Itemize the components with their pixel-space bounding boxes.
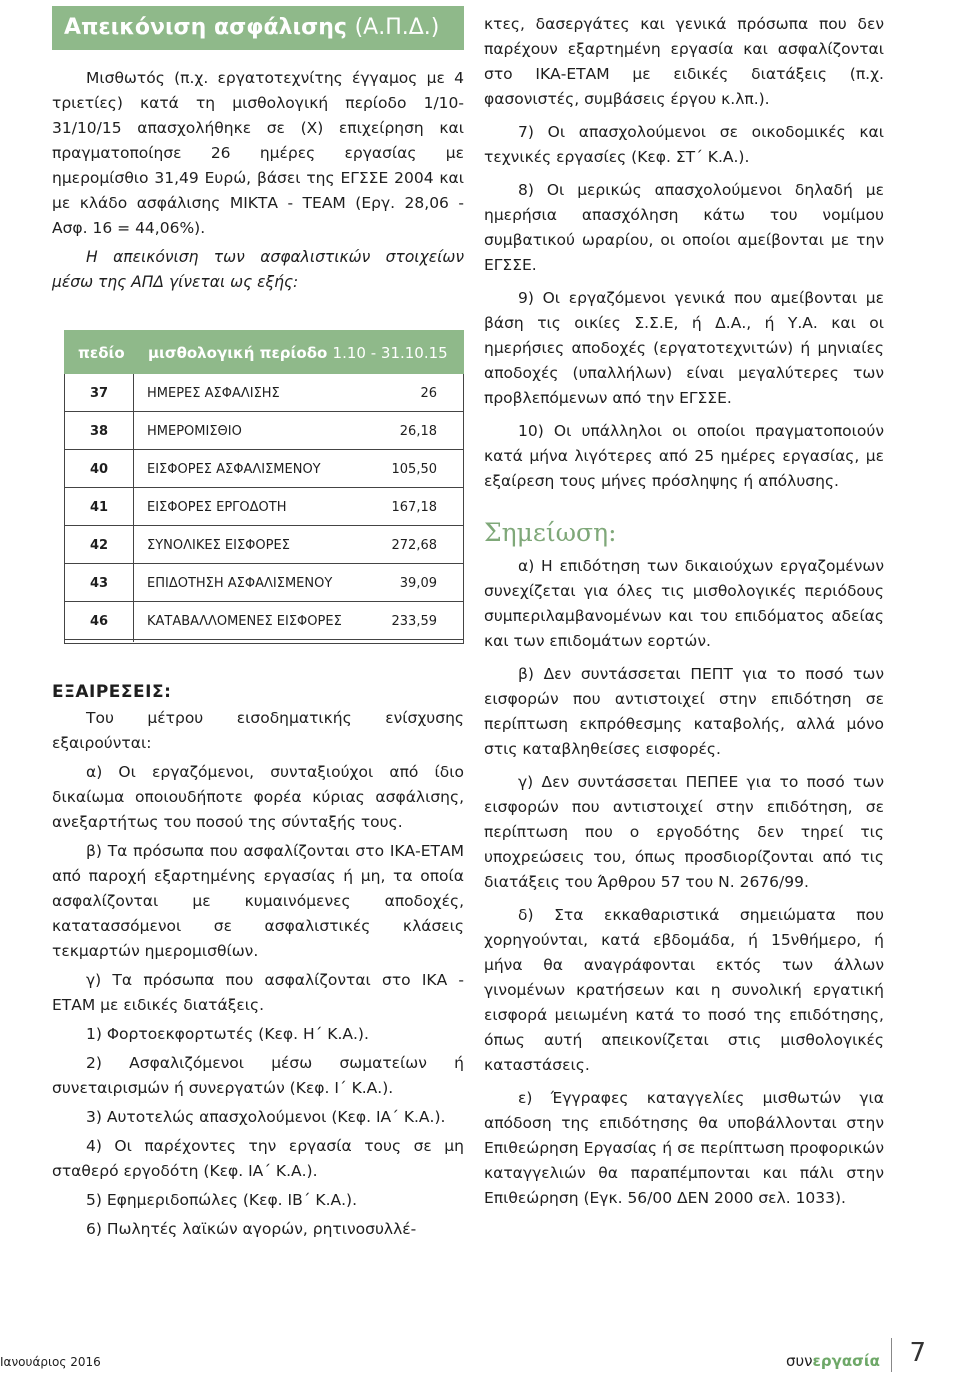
table-row [65,374,463,412]
note-b: β) Δεν συντάσσεται ΠΕΠΤ για το ποσό των εισφορών που αντιστοιχεί στην επιδότηση σε περίπτωση εκπρόθεσμης καταβολής, αλλά μόνο στις καταβληθείσες εισφορές. [484,665,884,758]
page-number-divider [891,1338,892,1372]
right-column [484,12,884,1211]
left-intro-block [52,66,464,295]
note-d: δ) Στα εκκαθαριστικά σημειώματα που χορηγούνται, κατά εβδομάδα, ή 15νθήμερο, ή μήνα θα αναγράφονται εκτός των άλλων γινομένων κρατήσεων και η συνολική εργατική εισφορά μειωμένη κατά το ποσό της επιδότησης, όπως αυτή απεικονίζεται στις μισθολογικές καταστάσεις. [484,906,884,1074]
exception-list-3: 3) Αυτοτελώς απασχολούμενοι (Κεφ. ΙΑ΄ Κ.Α.). [86,1108,446,1126]
table-row [65,564,463,602]
exception-list-7: 7) Οι απασχολούμενοι σε οικοδομικές και τεχνικές εργασίες (Κεφ. ΣΤ΄ Κ.Α.). [484,123,884,166]
exceptions-block [52,682,464,1242]
exception-list-8: 8) Οι μερικώς απασχολούμενοι δηλαδή με ημερήσια απασχόληση κάτω του νομίμου συμβατικού ωραρίου, οι οποίοι αμείβονται με την ΕΓΣΣΕ. [484,181,884,274]
note-title: Σημείωση: [484,518,617,547]
table-header-field: πεδίο [78,344,125,362]
row-value: 26 [420,386,437,401]
row-code: 40 [89,462,109,477]
italic-intro: Η απεικόνιση των ασφαλιστικών στοιχείων μέσω της ΑΠΔ γίνεται ως εξής: [52,248,464,291]
table-header [64,330,464,374]
exception-list-6: 6) Πωλητές λαϊκών αγορών, ρητινοσυλλέ- [86,1220,417,1238]
exception-list-5: 5) Εφημεριδοπώλες (Κεφ. ΙΒ΄ Κ.Α.). [86,1191,358,1209]
table-row [65,488,463,526]
page-number: 7 [909,1338,926,1368]
row-value: 233,59 [391,614,437,629]
brand-word: εργασία [812,1352,880,1370]
row-code: 42 [89,538,109,553]
row-label: ΚΑΤΑΒΑΛΛΟΜΕΝΕΣ ΕΙΣΦΟΡΕΣ [147,614,342,629]
exception-list-1: 1) Φορτοεκφορτωτές (Κεφ. Η΄ Κ.Α.). [86,1025,369,1043]
exception-list-9: 9) Οι εργαζόμενοι γενικά που αμείβονται με βάση τις οικίες Σ.Σ.Ε, ή Δ.Α., ή Υ.Α. και οι ημερήσιες αποδοχές (εργατοτεχνιτών) ή μηνιαίες αποδοχές (υπαλλήλων) είναι μεγαλύτερες των προβλεπόμενων από την ΕΓΣΣΕ. [484,289,884,407]
row-code: 38 [89,424,109,439]
brand-prefix: συν [785,1352,813,1370]
row-label: ΗΜΕΡΟΜΙΣΘΙΟ [147,424,242,439]
table-row [65,450,463,488]
table-header-period-label: μισθολογική περίοδο [148,344,328,362]
note-e: ε) Έγγραφες καταγγελίες μισθωτών για απόδοση της επιδότησης θα υποβάλλονται στην Επιθεώρηση Εργασίας ή σε περίπτωση προφορικών καταγγελιών θα παραπέμπονται και πάλι στην Επιθεώρηση (Εγκ. 56/00 ΔΕΝ 2000 σελ. 1033). [484,1089,884,1207]
exception-b: β) Τα πρόσωπα που ασφαλίζονται στο ΙΚΑ-ΕΤΑΜ από παροχή εξαρτημένης εργασίας ή μη, τα οποία ασφαλίζονται με κυμαινόμενες αποδοχές, κατατασσόμενοι σε ασφαλιστικές κλάσεις τεκμαρτών ημερομισθίων. [52,842,464,960]
footer-date: Ιανουάριος 2016 [0,1355,101,1369]
row-value: 105,50 [391,462,437,477]
note-a: α) Η επιδότηση των δικαιούχων εργαζομένων συνεχίζεται για όλες τις μισθολογικές περιόδους συμπεριλαμβανομένων και του επιδόματος αδείας και των επιδομάτων εορτών. [484,557,884,650]
table-row [65,526,463,564]
note-c: γ) Δεν συντάσσεται ΠΕΠΕΕ για το ποσό των εισφορών που αντιστοιχεί στην επιδότηση, σε περίπτωση που ο εργοδότης δεν τηρεί τις υποχρεώσεις του, όπως προσδιορίζονται από τις διατάξεις του Άρθρου 57 του Ν. 2676/99. [484,773,884,891]
table-row [65,602,463,640]
list-continuation: κτες, δασεργάτες και γενικά πρόσωπα που δεν παρέχουν εξαρτημένη εργασία και ασφαλίζονται στο ΙΚΑ-ΕΤΑΜ με ειδικές διατάξεις (π.χ. φασονιστές, συμβάσεις έργου κ.λπ.). [484,15,884,108]
contributions-table [64,374,464,644]
row-code: 37 [89,386,109,401]
exceptions-intro: Του μέτρου εισοδηματικής ενίσχυσης εξαιρούνται: [52,709,464,752]
row-value: 167,18 [391,500,437,515]
intro-paragraph: Μισθωτός (π.χ. εργατοτεχνίτης έγγαμος με 4 τριετίες) κατά τη μισθολογική περίοδο 1/10-31/10/15 απασχολήθηκε σε (Χ) επιχείρηση και πραγματοποίησε 26 ημέρες εργασίας με ημερομίσθιο 31,49 Ευρώ, βάσει της ΕΓΣΣΕ 2004 και με κλάδο ασφάλισης ΜΙΚΤΑ - ΤΕΑΜ (Εργ. 28,06 - Ασφ. 16 = 44,06%). [52,69,464,237]
row-label: ΕΙΣΦΟΡΕΣ ΑΣΦΑΛΙΣΜΕΝΟΥ [147,462,321,477]
exception-a: α) Οι εργαζόμενοι, συνταξιούχοι από ίδιο δικαίωμα οποιουδήποτε φορέα κύριας ασφάλισης, ανεξαρτήτως του ποσού της σύνταξής τους. [52,763,464,831]
exception-list-10: 10) Οι υπάλληλοι οι οποίοι πραγματοποιούν κατά μήνα λιγότερες από 25 ημέρες εργασίας, με εξαίρεση τους μήνες πρόσληψης ή απόλυσης. [484,422,884,490]
table-header-period-range: 1.10 - 31.10.15 [332,344,448,362]
exception-list-2: 2) Ασφαλιζόμενοι μέσω σωματείων ή συνεταιρισμών ή συνεργατών (Κεφ. Ι΄ Κ.Α.). [52,1054,464,1097]
exception-c: γ) Τα πρόσωπα που ασφαλίζονται στο ΙΚΑ - ΕΤΑΜ με ειδικές διατάξεις. [52,971,464,1014]
table-header-period [148,344,448,362]
magazine-brand [786,1352,880,1370]
row-value: 26,18 [399,424,437,439]
exception-list-4: 4) Οι παρέχοντες την εργασία τους σε μη σταθερό εργοδότη (Κεφ. ΙΑ΄ Κ.Α.). [52,1137,464,1180]
row-code: 41 [89,500,109,515]
footer-brand-block [706,1338,926,1372]
row-label: ΗΜΕΡΕΣ ΑΣΦΑΛΙΣΗΣ [147,386,280,401]
row-label: ΣΥΝΟΛΙΚΕΣ ΕΙΣΦΟΡΕΣ [147,538,290,553]
title-abbr: (Α.Π.Δ.) [354,15,440,40]
row-label: ΕΠΙΔΟΤΗΣΗ ΑΣΦΑΛΙΣΜΕΝΟΥ [147,576,333,591]
table-row [65,412,463,450]
row-value: 39,09 [399,576,437,591]
title-main: Απεικόνιση ασφάλισης [64,15,347,40]
row-value: 272,68 [391,538,437,553]
row-label: ΕΙΣΦΟΡΕΣ ΕΡΓΟΔΟΤΗ [147,500,287,515]
row-code: 46 [89,614,109,629]
page-title [52,6,464,50]
row-code: 43 [89,576,109,591]
exceptions-title: ΕΞΑΙΡΕΣΕΙΣ: [52,682,172,702]
